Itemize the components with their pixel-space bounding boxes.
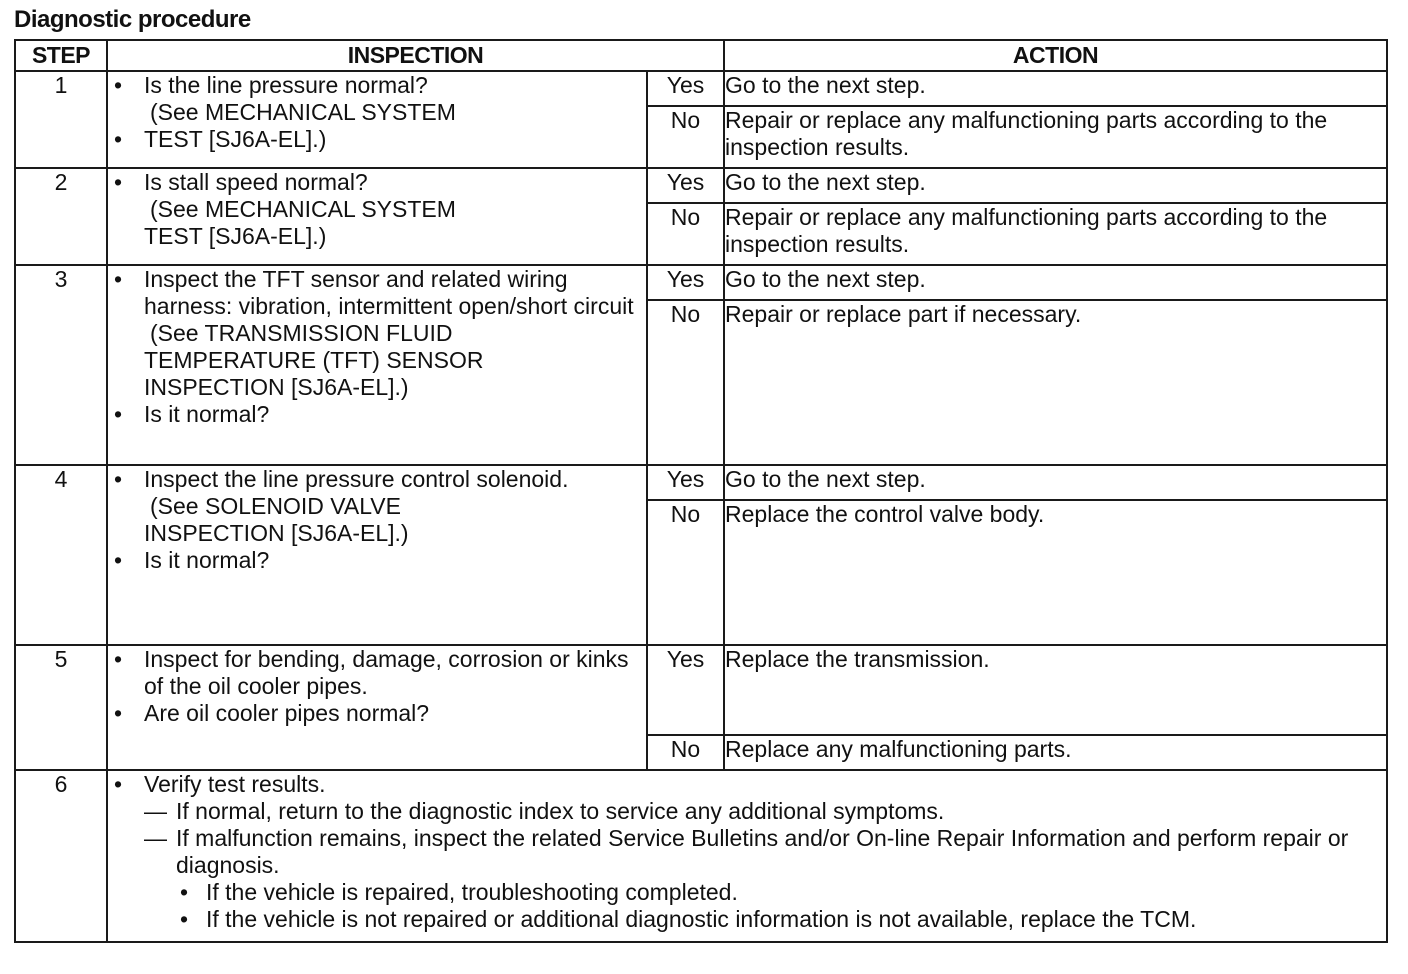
table-row	[15, 770, 1387, 942]
dash-text: If malfunction remains, inspect the related Service Bulletins and/or On-line Repair Information and perform repair or diagnosis.	[176, 825, 1349, 878]
reference-line: TEMPERATURE (TFT) SENSOR	[144, 347, 484, 373]
yes-label: Yes	[647, 168, 724, 203]
no-action: Replace the control valve body.	[724, 500, 1387, 645]
no-action: Repair or replace any malfunctioning parts according to the inspection results.	[724, 106, 1387, 168]
reference-line: INSPECTION [SJ6A-EL].)	[144, 520, 409, 546]
inspection-cell	[107, 645, 647, 770]
reference-line: • TEST [SJ6A-EL].)	[108, 126, 646, 153]
table-row	[15, 645, 1387, 735]
yes-action: Go to the next step.	[724, 71, 1387, 106]
inspection-bullet: • Inspect the TFT sensor and related wiring harness: vibration, intermittent open/short circuit	[108, 266, 646, 320]
header-action: ACTION	[724, 40, 1387, 71]
yes-action: Replace the transmission.	[724, 645, 1387, 735]
dash-item	[108, 798, 1386, 825]
yes-action: Go to the next step.	[724, 465, 1387, 500]
inspection-bullet: • Is the line pressure normal?	[108, 72, 646, 99]
sub-bullet: • If the vehicle is repaired, troubleshooting completed.	[108, 879, 1386, 906]
yes-action: Go to the next step.	[724, 265, 1387, 300]
table-row	[15, 168, 1387, 203]
yes-label: Yes	[647, 71, 724, 106]
step-number: 1	[15, 71, 107, 168]
no-action: Repair or replace any malfunctioning parts according to the inspection results.	[724, 203, 1387, 265]
table-row	[15, 71, 1387, 106]
no-label: No	[647, 735, 724, 770]
inspection-bullet: • Verify test results.	[108, 771, 1386, 798]
reference-line: TEST [SJ6A-EL].)	[144, 223, 327, 249]
inspection-cell	[107, 465, 647, 645]
no-label: No	[647, 106, 724, 168]
table-row	[15, 465, 1387, 500]
step-number: 3	[15, 265, 107, 465]
inspection-bullet: • Is stall speed normal?	[108, 169, 646, 196]
dash-mark: —	[144, 798, 167, 824]
reference-line: INSPECTION [SJ6A-EL].)	[144, 374, 409, 400]
reference-line: (See SOLENOID VALVE	[150, 493, 401, 519]
inspection-bullet: • Inspect the line pressure control solenoid.	[108, 466, 646, 493]
reference-line: (See MECHANICAL SYSTEM	[150, 99, 456, 125]
page-title: Diagnostic procedure	[14, 6, 251, 33]
no-label: No	[647, 300, 724, 465]
diagnostic-table	[14, 39, 1388, 943]
yes-action: Go to the next step.	[724, 168, 1387, 203]
inspection-bullet: • Are oil cooler pipes normal?	[108, 700, 646, 727]
no-label: No	[647, 203, 724, 265]
table-row	[15, 265, 1387, 300]
step-number: 4	[15, 465, 107, 645]
yes-label: Yes	[647, 465, 724, 500]
inspection-cell	[107, 71, 647, 168]
reference-line: (See TRANSMISSION FLUID	[150, 320, 453, 346]
inspection-bullet: • Inspect for bending, damage, corrosion or kinks of the oil cooler pipes.	[108, 646, 646, 700]
inspection-bullet: • Is it normal?	[108, 547, 646, 574]
step-number: 2	[15, 168, 107, 265]
no-label: No	[647, 500, 724, 645]
no-action: Replace any malfunctioning parts.	[724, 735, 1387, 770]
header-step: STEP	[15, 40, 107, 71]
dash-text: If normal, return to the diagnostic index to service any additional symptoms.	[176, 798, 945, 824]
reference-line: (See MECHANICAL SYSTEM	[150, 196, 456, 222]
step-number: 5	[15, 645, 107, 770]
inspection-cell	[107, 168, 647, 265]
header-inspection: INSPECTION	[107, 40, 724, 71]
yes-label: Yes	[647, 645, 724, 735]
inspection-bullet: • Is it normal?	[108, 401, 646, 428]
yes-label: Yes	[647, 265, 724, 300]
inspection-cell	[107, 770, 1387, 942]
dash-mark: —	[144, 825, 167, 851]
dash-item	[108, 825, 1386, 879]
table-header-row	[15, 40, 1387, 71]
no-action: Repair or replace part if necessary.	[724, 300, 1387, 465]
inspection-cell	[107, 265, 647, 465]
step-number: 6	[15, 770, 107, 942]
sub-bullet: • If the vehicle is not repaired or additional diagnostic information is not available, replace the TCM.	[108, 906, 1386, 933]
